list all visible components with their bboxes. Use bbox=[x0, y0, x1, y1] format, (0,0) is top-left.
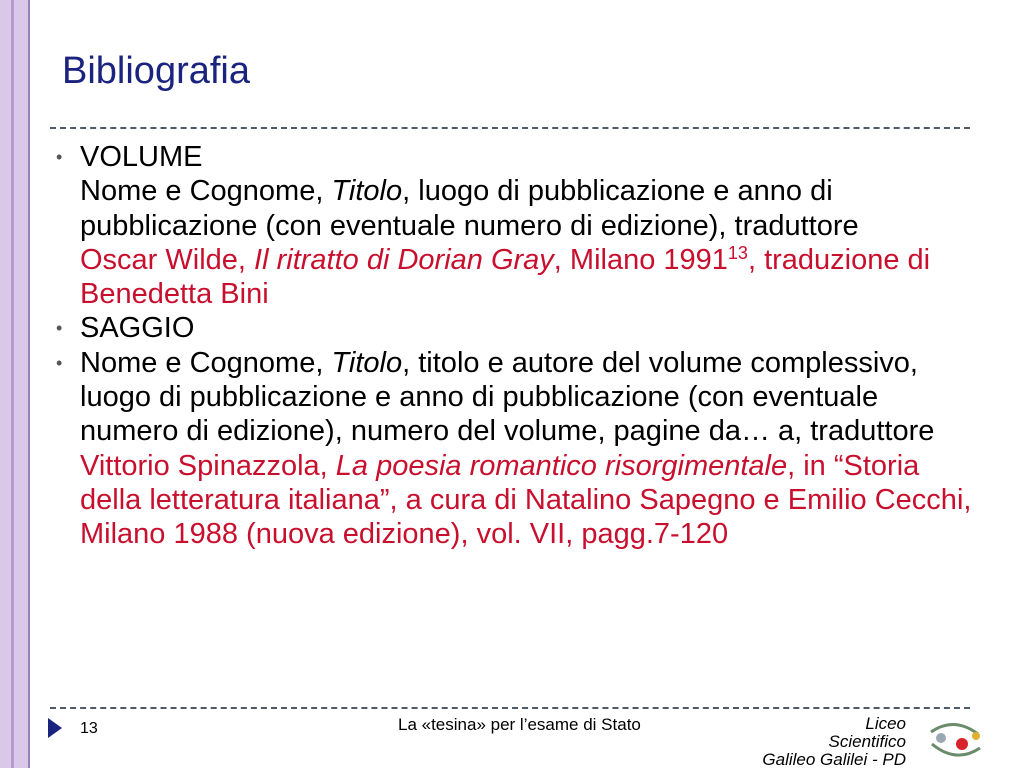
slide-title: Bibliografia bbox=[62, 50, 250, 92]
left-decorative-bar bbox=[0, 0, 30, 768]
volume-heading: VOLUME bbox=[80, 141, 203, 173]
school-name: Liceo Scientifico Galileo Galilei - PD bbox=[762, 714, 906, 769]
saggio-example: Vittorio Spinazzola, La poesia romantico risorgimentale, in “Storia della letteratura italiana”, a cura di Natalino Sapegno e Emilio Cecchi, Milano 1988 (nuova edizione), vol. VII, pagg.7-120 bbox=[80, 449, 972, 551]
bottom-divider bbox=[50, 707, 970, 709]
slide-body bbox=[56, 140, 980, 552]
volume-example: Oscar Wilde, Il ritratto di Dorian Gray, Milano 1991$^{13}$, traduzione di Benedetta Bini bbox=[80, 242, 931, 311]
page-number: 13 bbox=[80, 720, 98, 737]
play-arrow-icon bbox=[48, 718, 62, 738]
saggio-format: Nome e Cognome, Titolo, titolo e autore del volume complessivo, luogo di pubblicazione e anno di pubblicazione (con eventuale numero di edizione), numero del volume, pagine da… a, traduttore bbox=[80, 346, 935, 448]
school-logo-icon bbox=[926, 714, 984, 768]
volume-format: Nome e Cognome, Titolo, luogo di pubblicazione e anno di pubblicazione (con eventuale numero di edizione), traduttore bbox=[80, 175, 859, 242]
top-divider bbox=[50, 127, 970, 129]
bullet-volume bbox=[56, 140, 980, 311]
saggio-heading: SAGGIO bbox=[80, 312, 195, 345]
bullet-dot-icon: • bbox=[56, 147, 63, 167]
bullet-dot-icon: • bbox=[56, 352, 63, 373]
bullet-saggio bbox=[56, 311, 980, 345]
left-bar-stripe bbox=[11, 0, 14, 768]
footer-title: La «tesina» per l’esame di Stato bbox=[398, 715, 641, 734]
bullet-dot-icon: • bbox=[56, 318, 63, 339]
bullet-saggio-format bbox=[56, 346, 980, 552]
